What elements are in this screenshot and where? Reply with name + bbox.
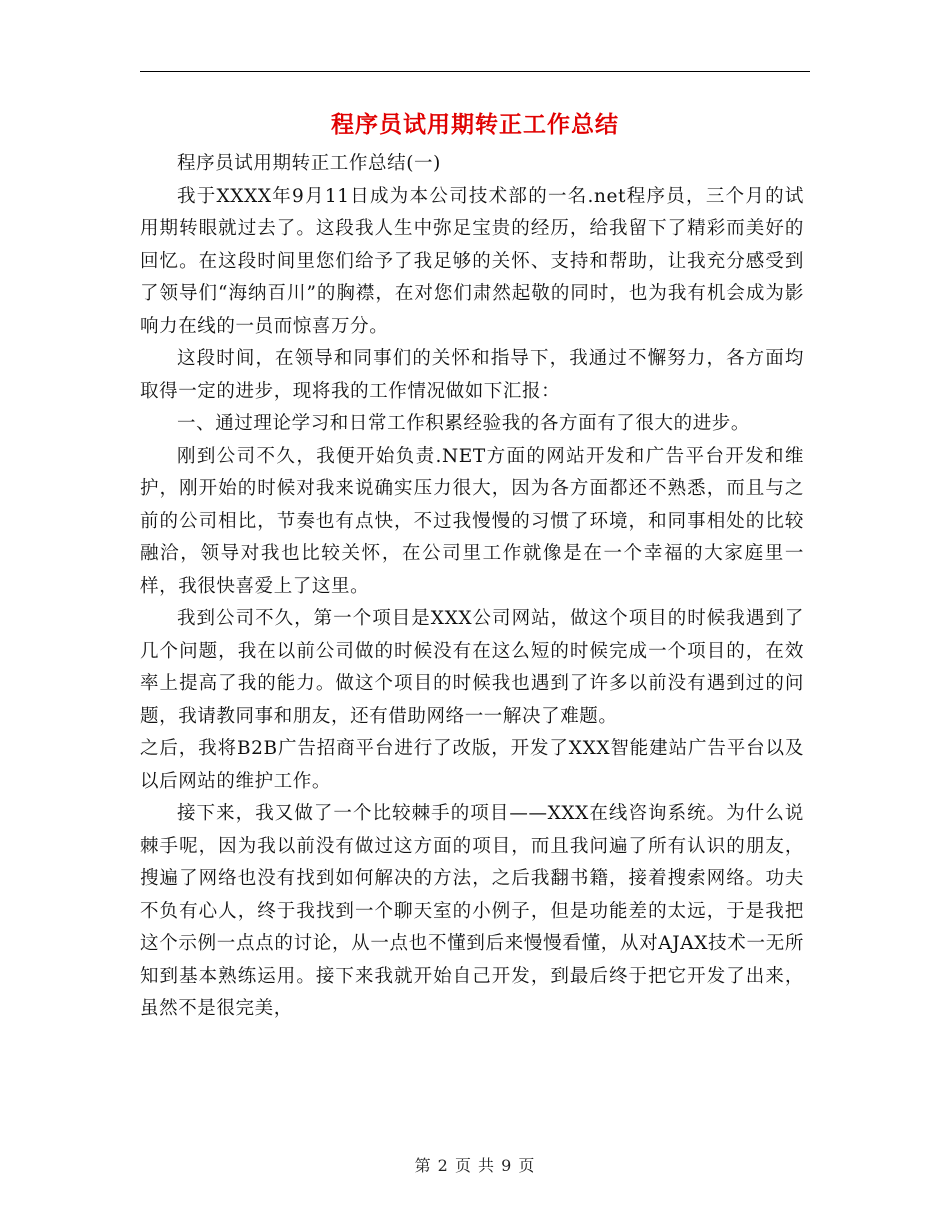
document-title: 程序员试用期转正工作总结 <box>331 111 619 138</box>
document-body <box>140 148 804 1026</box>
paragraph: 接下来，我又做了一个比较棘手的项目——XXX在线咨询系统。为什么说棘手呢，因为我以前没有做过这方面的项目，而且我问遍了所有认识的朋友，搜遍了网络也没有找到如何解决的方法，之后我翻书籍，接着搜索网络。功夫不负有心人，终于我找到一个聊天室的小例子，但是功能差的太远，于是我把这个示例一点点的讨论，从一点也不懂到后来慢慢看懂，从对AJAX技术一无所知到基本熟练运用。接下来我就开始自己开发，到最后终于把它开发了出来，虽然不是很完美， <box>140 803 804 1019</box>
paragraph: 我于XXXX年9月11日成为本公司技术部的一名.net程序员，三个月的试用期转眼就过去了。这段我人生中弥足宝贵的经历，给我留下了精彩而美好的回忆。在这段时间里您们给予了我足够的关怀、支持和帮助，让我充分感受到了领导们“海纳百川”的胸襟，在对您们肃然起敬的同时，也为我有机会成为影响力在线的一员而惊喜万分。 <box>140 185 804 337</box>
header-rule <box>140 71 810 72</box>
document-subtitle: 程序员试用期转正工作总结(一) <box>177 153 441 174</box>
paragraph: 一、通过理论学习和日常工作积累经验我的各方面有了很大的进步。 <box>177 413 751 434</box>
paragraph: 刚到公司不久，我便开始负责.NET方面的网站开发和广告平台开发和维护，刚开始的时候对我来说确实压力很大，因为各方面都还不熟悉，而且与之前的公司相比，节奏也有点快，不过我慢慢的习惯了环境，和同事相处的比较融洽，领导对我也比较关怀，在公司里工作就像是在一个幸福的大家庭里一样，我很快喜爱上了这里。 <box>140 445 804 597</box>
paragraph: 我到公司不久，第一个项目是XXX公司网站，做这个项目的时候我遇到了几个问题，我在以前公司做的时候没有在这么短的时候完成一个项目的，在效率上提高了我的能力。做这个项目的时候我也遇到了许多以前没有遇到过的问题，我请教同事和朋友，还有借助网络一一解决了难题。 <box>140 608 804 727</box>
paragraph: 之后，我将B2B广告招商平台进行了改版，开发了XXX智能建站广告平台以及以后网站的维护工作。 <box>140 738 804 792</box>
page-number: 第 2 页 共 9 页 <box>414 1156 536 1175</box>
paragraph: 这段时间，在领导和同事们的关怀和指导下，我通过不懈努力，各方面均取得一定的进步，现将我的工作情况做如下汇报： <box>140 348 804 402</box>
